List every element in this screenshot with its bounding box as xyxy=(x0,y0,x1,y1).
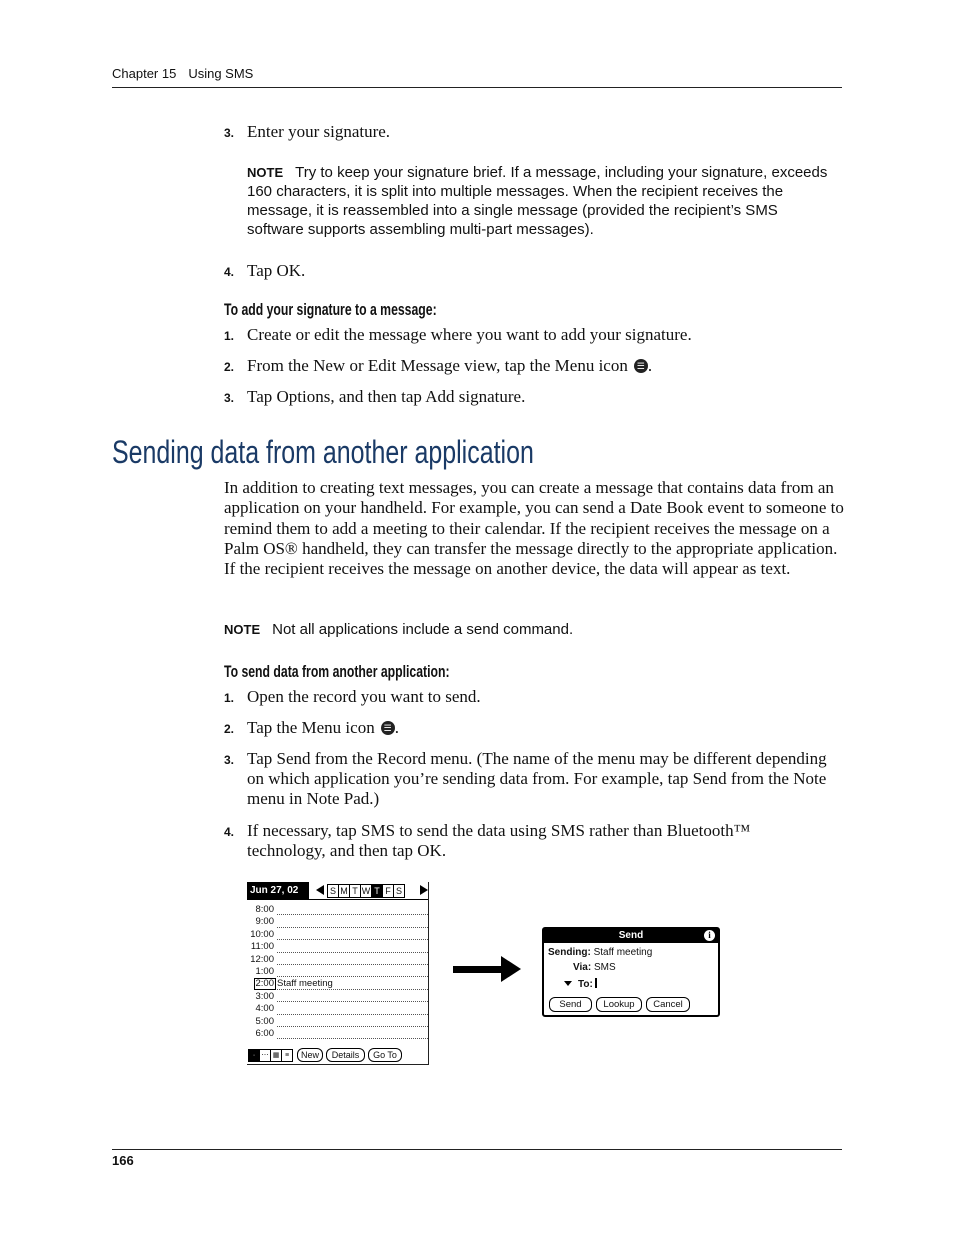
step-text: Tap the Menu icon xyxy=(247,718,375,737)
menu-icon: ☰ xyxy=(381,721,395,735)
note-label: NOTE xyxy=(224,622,261,637)
datebook-date: Jun 27, 02 xyxy=(247,882,309,899)
go-to-button[interactable]: Go To xyxy=(368,1048,402,1062)
step-number: 1. xyxy=(224,691,235,705)
via-row xyxy=(573,962,616,974)
step-text: Create or edit the message where you want to add your signature. xyxy=(247,325,692,344)
step-text: From the New or Edit Message view, tap the Menu icon xyxy=(247,356,628,375)
step-create-message xyxy=(224,325,844,345)
step-text: Open the record you want to send. xyxy=(247,687,481,706)
slot-time: 10:00 xyxy=(250,928,274,940)
slot-time: 8:00 xyxy=(255,904,274,915)
step-number: 1. xyxy=(224,329,235,343)
to-row[interactable] xyxy=(564,978,597,991)
slot-event: Staff meeting xyxy=(277,978,333,990)
note-label: NOTE xyxy=(247,165,284,180)
time-slot[interactable] xyxy=(247,1028,428,1040)
step-tap-send xyxy=(224,749,829,809)
day-button[interactable]: S xyxy=(327,884,339,898)
intro-paragraph: In addition to creating text messages, you can create a message that contains data from an application on your handheld. For example, you can send a Date Book event to someone to remind them to add a meeting to their calendar. If the recipient receives the message on a Palm OS® handheld, they can transfer the message directly to the appropriate application. If the recipient receives the message on another device, the data will appear as text. xyxy=(224,478,844,579)
menu-icon: ☰ xyxy=(634,359,648,373)
step-number: 4. xyxy=(224,825,235,839)
slot-time: 11:00 xyxy=(250,941,274,953)
footer-rule xyxy=(112,1149,842,1150)
step-tap-menu-icon-2: 2. Tap the Menu icon ☰ . xyxy=(224,718,399,737)
time-slot-list xyxy=(247,904,428,1040)
month-view-icon[interactable]: ▦ xyxy=(270,1049,282,1062)
info-icon[interactable]: i xyxy=(704,930,715,941)
send-dialog-screenshot xyxy=(542,927,720,1017)
sending-value: Staff meeting xyxy=(593,947,653,958)
time-slot-selected[interactable] xyxy=(247,978,428,990)
step-number: 4. xyxy=(224,265,235,279)
prev-week-arrow-icon[interactable] xyxy=(316,885,324,895)
datebook-title-rule xyxy=(247,899,428,900)
send-button[interactable]: Send xyxy=(549,997,592,1012)
day-view-icon[interactable]: · xyxy=(248,1049,260,1062)
header-title: Using SMS xyxy=(188,66,254,81)
step-number: 3. xyxy=(224,753,235,767)
slot-time: 3:00 xyxy=(255,990,274,1002)
datebook-toolbar xyxy=(247,1048,428,1062)
step-tap-options xyxy=(224,387,844,407)
note-text: Try to keep your signature brief. If a message, including your signature, exceeds 160 characters, it is split into multiple messages. When the recipient receives the message, it is reassembled into a single message (provided the recipient’s SMS software supports assembling multi-part messages). xyxy=(247,164,828,238)
sending-label: Sending: xyxy=(548,947,591,958)
slot-time: 5:00 xyxy=(255,1015,274,1027)
running-header xyxy=(112,66,253,81)
day-button[interactable]: S xyxy=(393,884,405,898)
new-button[interactable]: New xyxy=(297,1048,323,1062)
note-send-command xyxy=(224,620,824,639)
page-number: 166 xyxy=(112,1153,134,1168)
time-slot[interactable] xyxy=(247,954,428,966)
time-slot[interactable] xyxy=(247,966,428,978)
day-button[interactable]: W xyxy=(361,886,371,896)
note-signature xyxy=(247,163,837,239)
via-value: SMS xyxy=(593,962,616,973)
header-rule xyxy=(112,87,842,88)
time-slot[interactable] xyxy=(247,904,428,916)
step-tap-ok xyxy=(224,261,844,281)
sending-row xyxy=(548,947,652,959)
procedure-heading-send-data: To send data from another application: xyxy=(224,662,450,681)
step-number: 2. xyxy=(224,722,235,736)
text-cursor xyxy=(595,978,597,988)
details-button[interactable]: Details xyxy=(326,1048,365,1062)
agenda-view-icon[interactable]: ≡ xyxy=(281,1049,293,1062)
time-slot[interactable] xyxy=(247,916,428,928)
to-label: To: xyxy=(578,979,593,990)
slot-time: 1:00 xyxy=(255,965,274,977)
slot-time: 9:00 xyxy=(255,916,274,928)
step-text: Enter your signature. xyxy=(247,122,391,141)
week-day-selector xyxy=(328,884,405,898)
step-number: 3. xyxy=(224,391,235,405)
step-number: 2. xyxy=(224,360,235,374)
step-text: Tap OK. xyxy=(247,261,306,280)
time-slot[interactable] xyxy=(247,991,428,1003)
time-slot[interactable] xyxy=(247,929,428,941)
via-label: Via: xyxy=(573,962,592,973)
day-button[interactable]: F xyxy=(382,884,394,898)
send-dialog-title-text: Send xyxy=(618,930,644,941)
dropdown-triangle-icon[interactable] xyxy=(564,981,572,986)
time-slot[interactable] xyxy=(247,1016,428,1028)
time-slot[interactable] xyxy=(247,1003,428,1015)
note-text: Not all applications include a send command. xyxy=(272,621,574,638)
datebook-screenshot xyxy=(247,882,429,1065)
step-text: Tap Send from the Record menu. (The name of the menu may be different depending on which application you’re sending data from. For example, tap Send from the Note menu in Note Pad.) xyxy=(247,749,827,808)
slot-time: 2:00 xyxy=(255,978,274,990)
lookup-button[interactable]: Lookup xyxy=(596,997,642,1012)
step-enter-signature xyxy=(224,122,844,142)
step-open-record xyxy=(224,687,844,707)
week-view-icon[interactable]: ⋯ xyxy=(259,1049,271,1062)
slot-time: 6:00 xyxy=(255,1027,274,1039)
day-button-selected[interactable]: T xyxy=(371,884,383,898)
section-heading: Sending data from another application xyxy=(112,434,534,470)
next-week-arrow-icon[interactable] xyxy=(420,885,428,895)
slot-time: 12:00 xyxy=(250,953,274,965)
day-button[interactable]: T xyxy=(349,884,361,898)
send-dialog-title xyxy=(544,929,718,943)
day-button[interactable]: M xyxy=(338,884,350,898)
cancel-button[interactable]: Cancel xyxy=(646,997,690,1012)
slot-time: 4:00 xyxy=(255,1003,274,1015)
header-chapter: Chapter 15 xyxy=(112,66,177,81)
step-text: Tap Options, and then tap Add signature. xyxy=(247,387,526,406)
time-slot[interactable] xyxy=(247,941,428,953)
step-tap-sms xyxy=(224,821,804,861)
step-text: If necessary, tap SMS to send the data using SMS rather than Bluetooth™ technology, and then tap OK. xyxy=(247,821,751,860)
step-tap-menu-icon: 2. From the New or Edit Message view, tap the Menu icon ☰ . xyxy=(224,356,653,375)
procedure-heading-add-signature: To add your signature to a message: xyxy=(224,300,437,319)
step-number: 3. xyxy=(224,126,235,140)
